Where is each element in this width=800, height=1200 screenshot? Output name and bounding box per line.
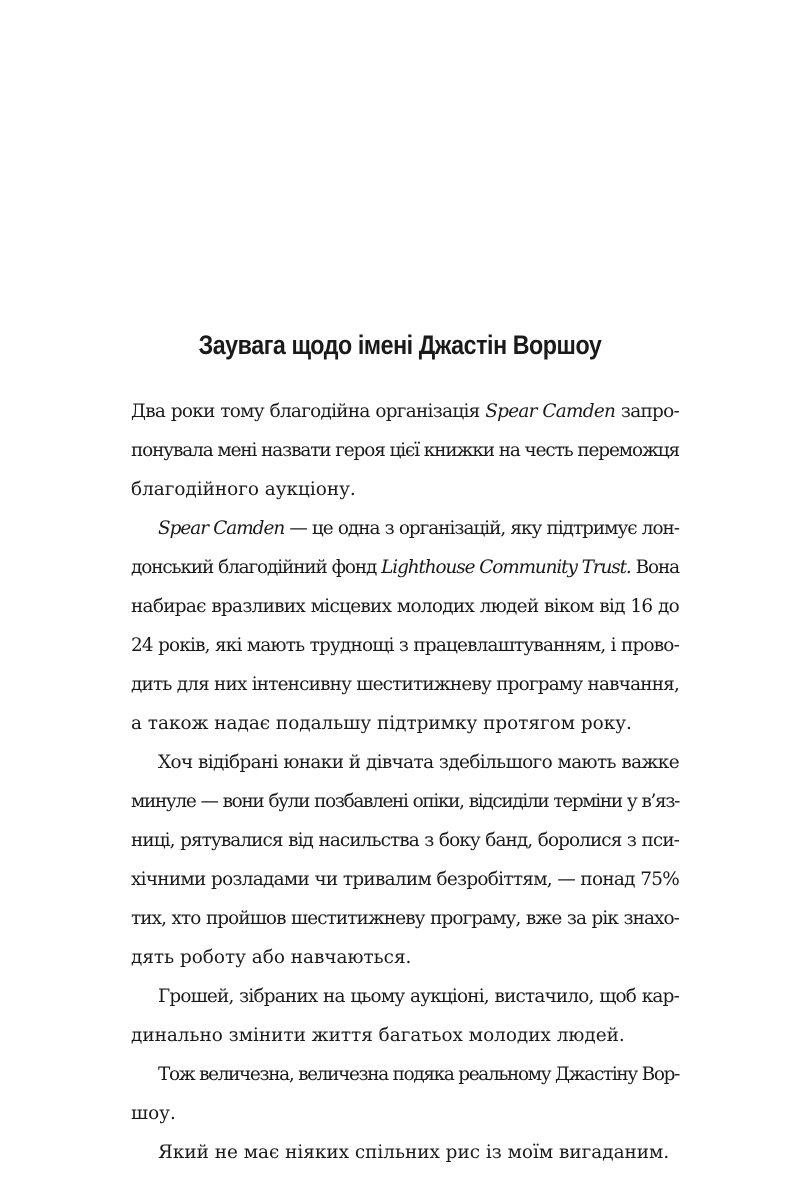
text-line: шоу. xyxy=(131,1103,176,1124)
text-span: — це одна з організацій, яку підтримує лон- xyxy=(284,518,679,539)
text-line: дять роботу або навчаються. xyxy=(131,947,412,968)
text-span: Два роки тому благодійна організація xyxy=(131,401,486,422)
text-line: понувала мені назвати героя цієї книжки на честь переможця xyxy=(131,440,679,461)
text-line: минуле — вони були позбавлені опіки, відсиділи терміни у в’яз- xyxy=(131,791,679,812)
text-line: Тож величезна, величезна подяка реальному Джастіну Вор- xyxy=(158,1064,679,1085)
paragraph-3 xyxy=(131,743,679,977)
italic-fund-name: Lighthouse Community Trust. xyxy=(381,557,631,578)
text-line: Грошей, зібраних на цьому аукціоні, вистачило, щоб кар- xyxy=(158,986,679,1007)
text-span: Вона xyxy=(630,557,680,578)
page-title: Заувага щодо імені Джастін Воршоу xyxy=(198,330,602,360)
paragraph-1 xyxy=(131,392,679,509)
text-span: донський благодійний фонд xyxy=(131,557,382,578)
text-line: хічними розладами чи тривалим безробіттям, — понад 75% xyxy=(131,869,679,890)
text-line: набирає вразливих місцевих молодих людей віком від 16 до xyxy=(131,596,679,617)
text-line: динально змінити життя багатьох молодих людей. xyxy=(131,1025,625,1046)
text-line: Який не має ніяких спільних рис із моїм вигаданим. xyxy=(158,1142,670,1163)
text-line: 24 років, які мають труднощі з працевлаштуванням, і прово- xyxy=(131,635,679,656)
text-line: благодійного аукціону. xyxy=(131,479,356,500)
text-line xyxy=(131,392,679,431)
text-line xyxy=(131,548,679,587)
paragraph-5 xyxy=(131,1055,679,1133)
text-line: дить для них інтенсивну шеститижневу програму навчання, xyxy=(131,674,679,695)
paragraph-4 xyxy=(131,977,679,1055)
text-line: тих, хто пройшов шеститижневу програму, вже за рік знахо- xyxy=(131,908,679,929)
text-line: Хоч відібрані юнаки й дівчата здебільшого мають важке xyxy=(158,752,679,773)
italic-org-name: Spear Camden xyxy=(485,401,616,422)
paragraph-2 xyxy=(131,509,679,743)
text-line xyxy=(131,509,679,548)
text-line: ниці, рятувалися від насильства з боку банд, боролися з пси- xyxy=(131,830,679,851)
text-span: запро- xyxy=(615,401,679,422)
italic-org-name: Spear Camden xyxy=(158,518,285,539)
paragraph-6 xyxy=(131,1133,679,1172)
body-text xyxy=(131,392,679,1172)
text-line: а також надає подальшу підтримку протягом року. xyxy=(131,713,632,734)
